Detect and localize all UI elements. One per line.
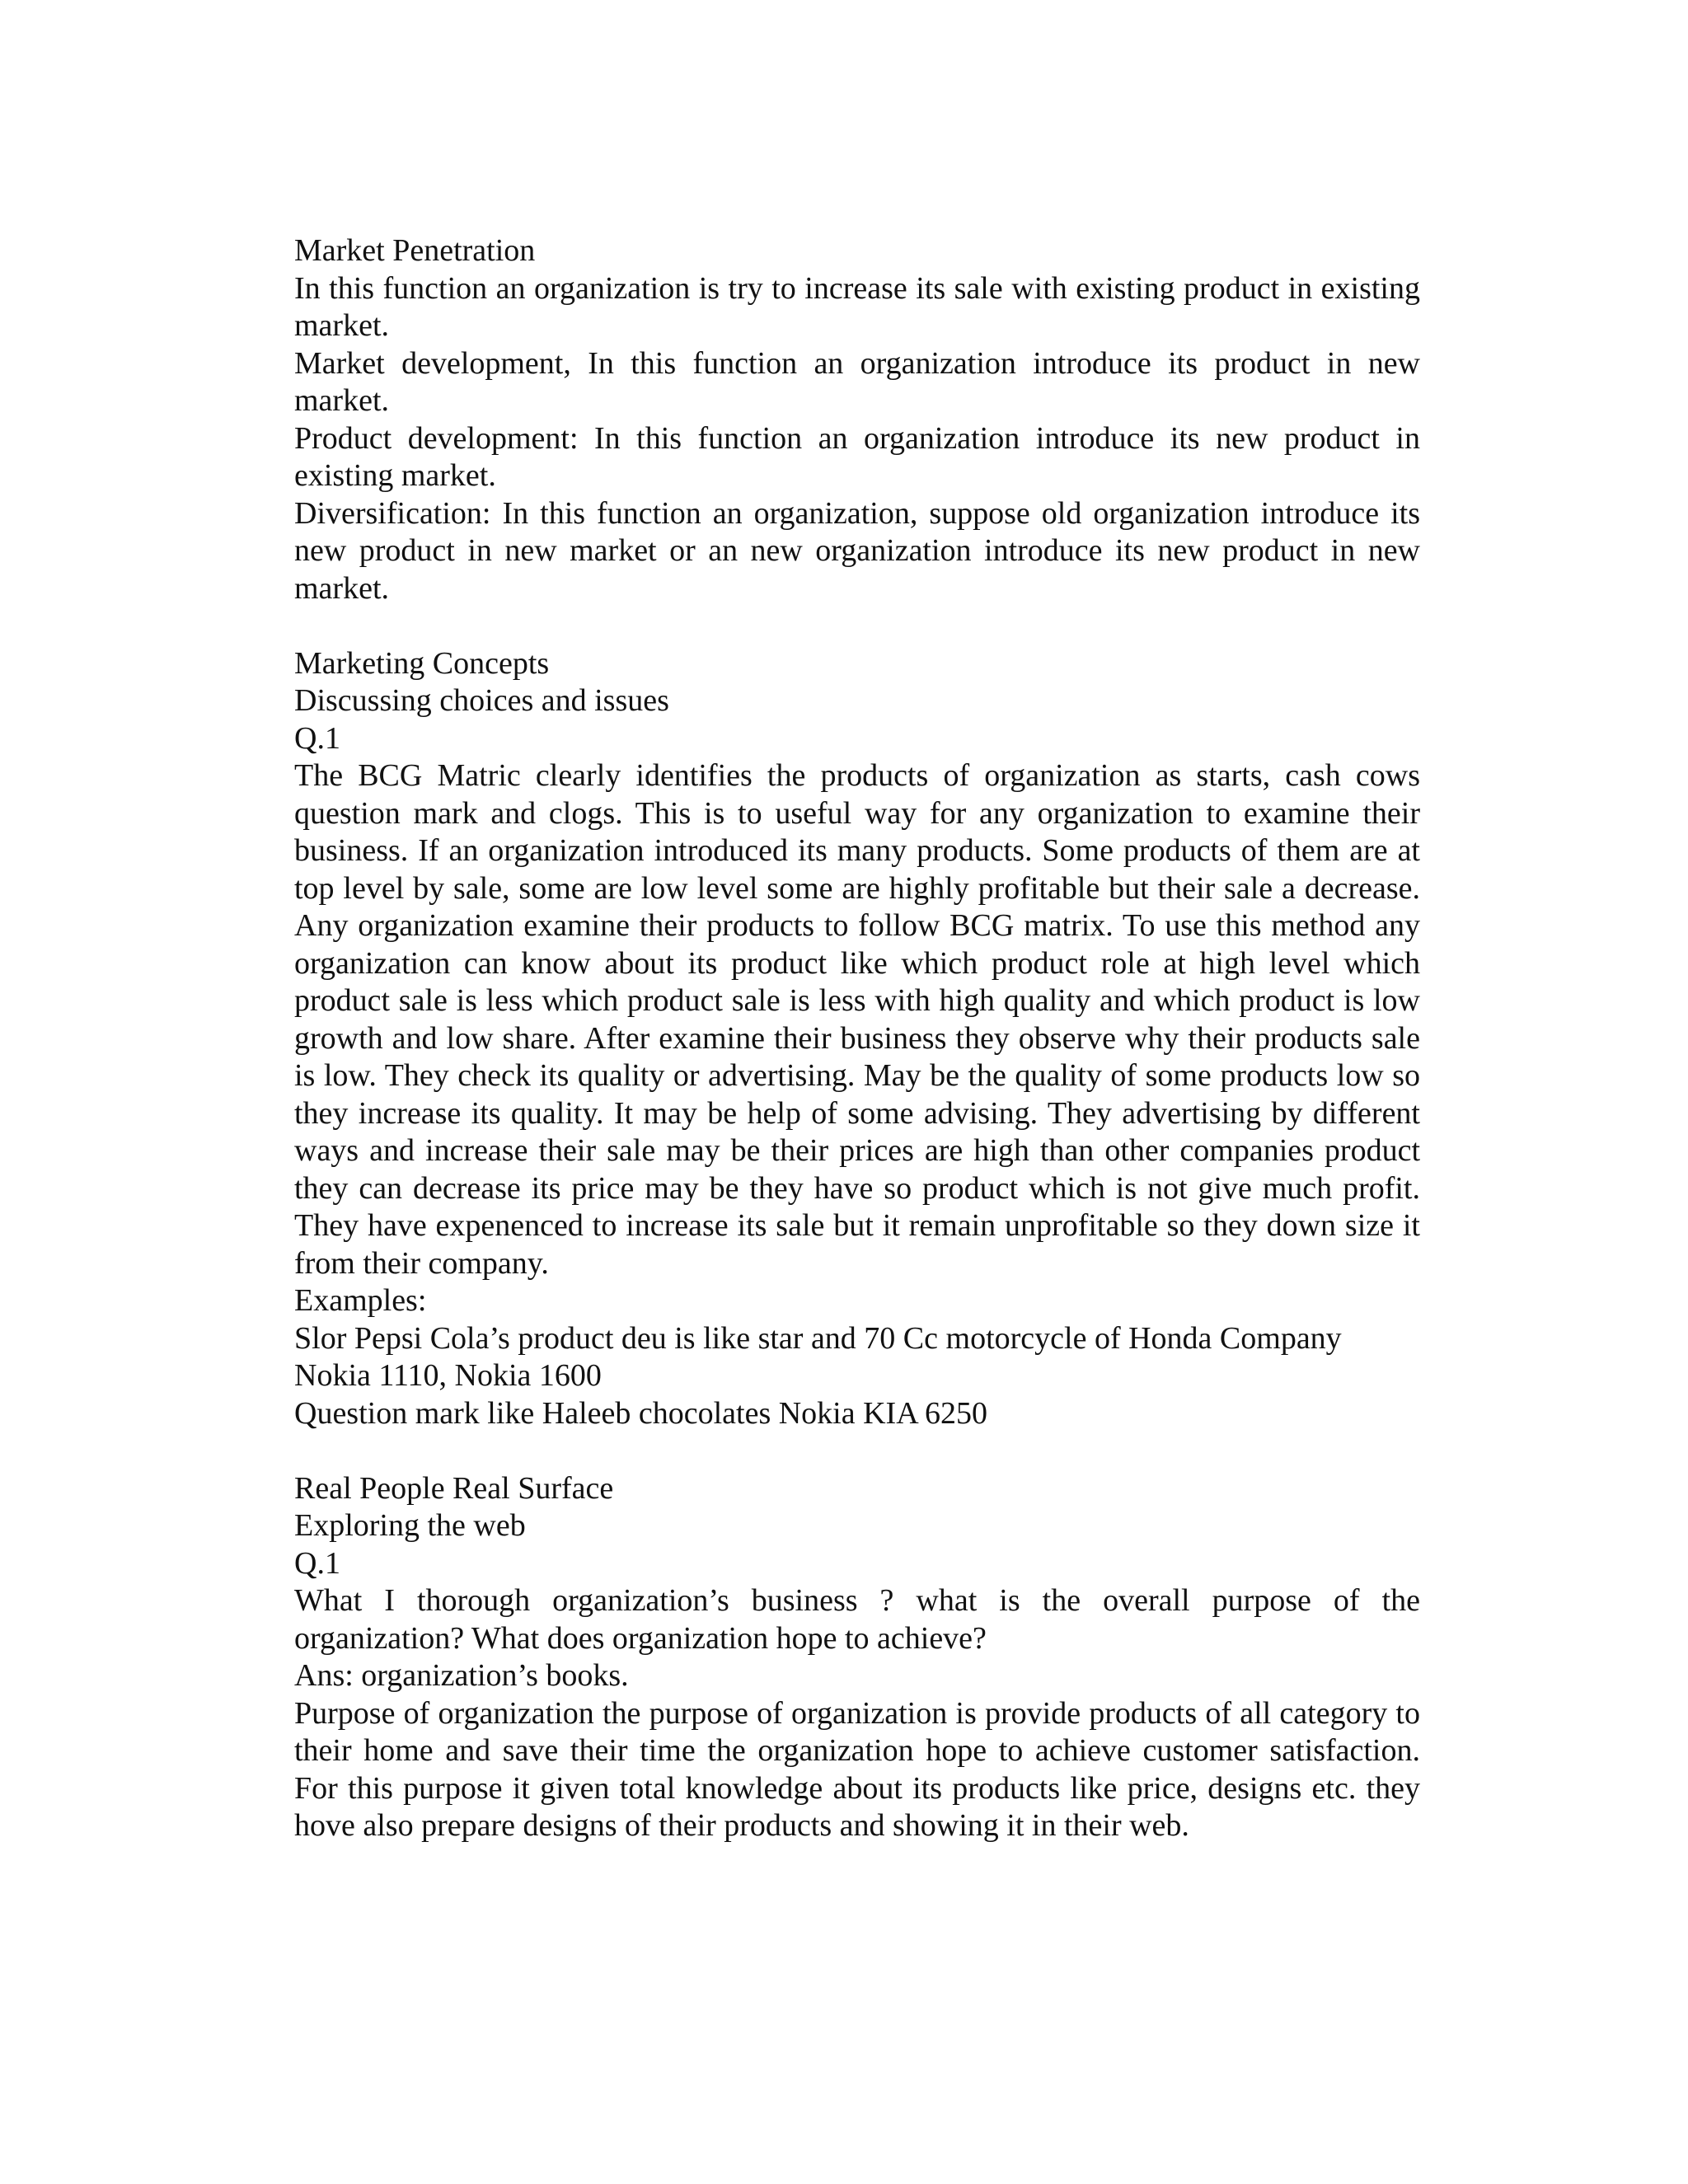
paragraph: Diversification: In this function an organization, suppose old organization introduce its new product in new market or an new organization introduce its new product in new market. bbox=[294, 495, 1420, 606]
section-heading: Real People Real Surface bbox=[294, 1470, 614, 1506]
blank-line bbox=[294, 607, 1420, 645]
examples-label: Examples: bbox=[294, 1283, 427, 1318]
body-paragraph: The BCG Matric clearly identifies the products of organization as starts, cash cows question mark and clogs. This is to useful way for any organization to examine their business. If an organization introduced its many products. Some products of them are at top level by sale, some are low level some are highly profitable but their sale a decrease. Any organization examine their products to follow BCG matrix. To use this method any organization can know about its product like which product role at high level which product sale is less which product sale is less with high quality and which product is low growth and low share. After examine their business they observe why their products sale is low. They check its quality or advertising. May be the quality of some products low so they increase its quality. It may be help of some advising. They advertising by different ways and increase their sale may be their prices are high than other companies product they can decrease its price may be they have so product which is not give much profit. They have expenenced to increase its sale but it remain unprofitable so they down size it from their company. bbox=[294, 758, 1420, 1281]
body-paragraph: Purpose of organization the purpose of organization is provide products of all category to their home and save their time the organization hope to achieve customer satisfaction. For this purpose it given total knowledge about its products like price, designs etc. they hove also prepare designs of their products and showing it in their web. bbox=[294, 1695, 1420, 1843]
section-heading: Market Penetration bbox=[294, 233, 536, 268]
answer-text: Ans: organization’s books. bbox=[294, 1658, 629, 1693]
paragraph: In this function an organization is try to increase its sale with existing product in existing market. bbox=[294, 270, 1420, 343]
question-label: Q.1 bbox=[294, 720, 340, 756]
section-marketing-concepts bbox=[294, 645, 1420, 1433]
section-real-people bbox=[294, 1470, 1420, 1845]
section-subheading: Discussing choices and issues bbox=[294, 683, 669, 718]
section-market-penetration bbox=[294, 232, 1420, 607]
blank-line bbox=[294, 1432, 1420, 1470]
question-text: What I thorough organization’s business ? what is the overall purpose of the organization? What does organization hope to achieve? bbox=[294, 1583, 1420, 1656]
document-page bbox=[294, 232, 1420, 1845]
paragraph: Market development, In this function an organization introduce its product in new market. bbox=[294, 345, 1420, 418]
section-subheading: Exploring the web bbox=[294, 1508, 526, 1543]
example-line: Nokia 1110, Nokia 1600 bbox=[294, 1358, 602, 1393]
question-label: Q.1 bbox=[294, 1545, 340, 1581]
section-heading: Marketing Concepts bbox=[294, 645, 550, 681]
paragraph: Product development: In this function an organization introduce its new product in existing market. bbox=[294, 420, 1420, 493]
example-line: Question mark like Haleeb chocolates Nokia KIA 6250 bbox=[294, 1395, 988, 1431]
example-line: Slor Pepsi Cola’s product deu is like star and 70 Cc motorcycle of Honda Company bbox=[294, 1320, 1342, 1356]
